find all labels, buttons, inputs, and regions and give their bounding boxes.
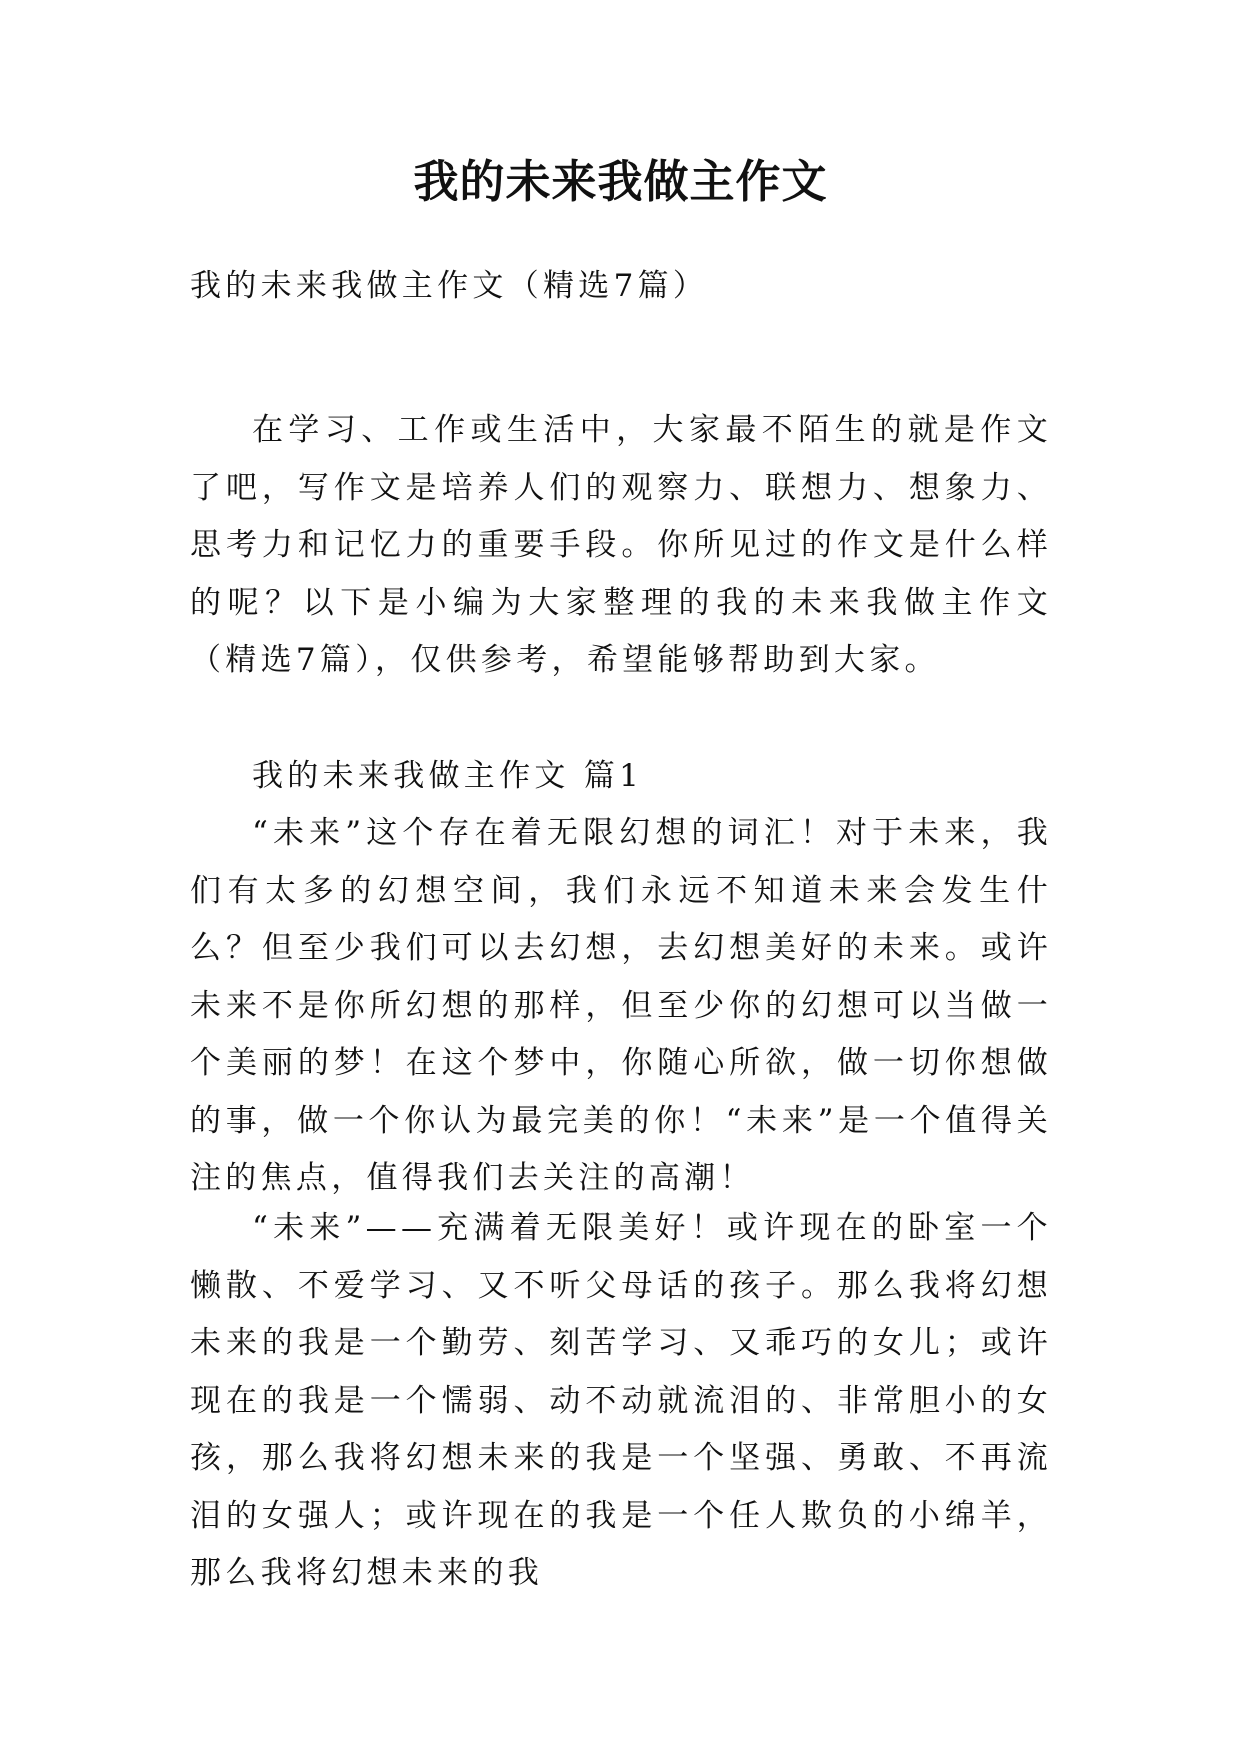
- essay-paragraph-1: “未来”这个存在着无限幻想的词汇！对于未来，我们有太多的幻想空间，我们永远不知道未来会发生什么？但至少我们可以去幻想，去幻想美好的未来。或许未来不是你所幻想的那样，但至少你的幻想可以当做一个美丽的梦！在这个梦中，你随心所欲，做一切你想做的事，做一个你认为最完美的你！“未来”是一个值得关注的焦点，值得我们去关注的高潮！: [190, 815, 1052, 1196]
- essay-paragraph-2: “未来”——充满着无限美好！或许现在的卧室一个懒散、不爱学习、又不听父母话的孩子。那么我将幻想未来的我是一个勤劳、刻苦学习、又乖巧的女儿；或许现在的我是一个懦弱、动不动就流泪的、非常胆小的女孩，那么我将幻想未来的我是一个坚强、勇敢、不再流泪的女强人；或许现在的我是一个任人欺负的小绵羊，那么我将幻想未来的我: [190, 1210, 1052, 1591]
- section-heading: 我的未来我做主作文 篇1: [252, 758, 644, 794]
- document-title: 我的未来我做主作文: [413, 155, 828, 208]
- document-subtitle: 我的未来我做主作文（精选7篇）: [190, 268, 709, 304]
- intro-paragraph: 在学习、工作或生活中，大家最不陌生的就是作文了吧，写作文是培养人们的观察力、联想力、想象力、思考力和记忆力的重要手段。你所见过的作文是什么样的呢？以下是小编为大家整理的我的未来我做主作文（精选7篇），仅供参考，希望能够帮助到大家。: [190, 412, 1052, 678]
